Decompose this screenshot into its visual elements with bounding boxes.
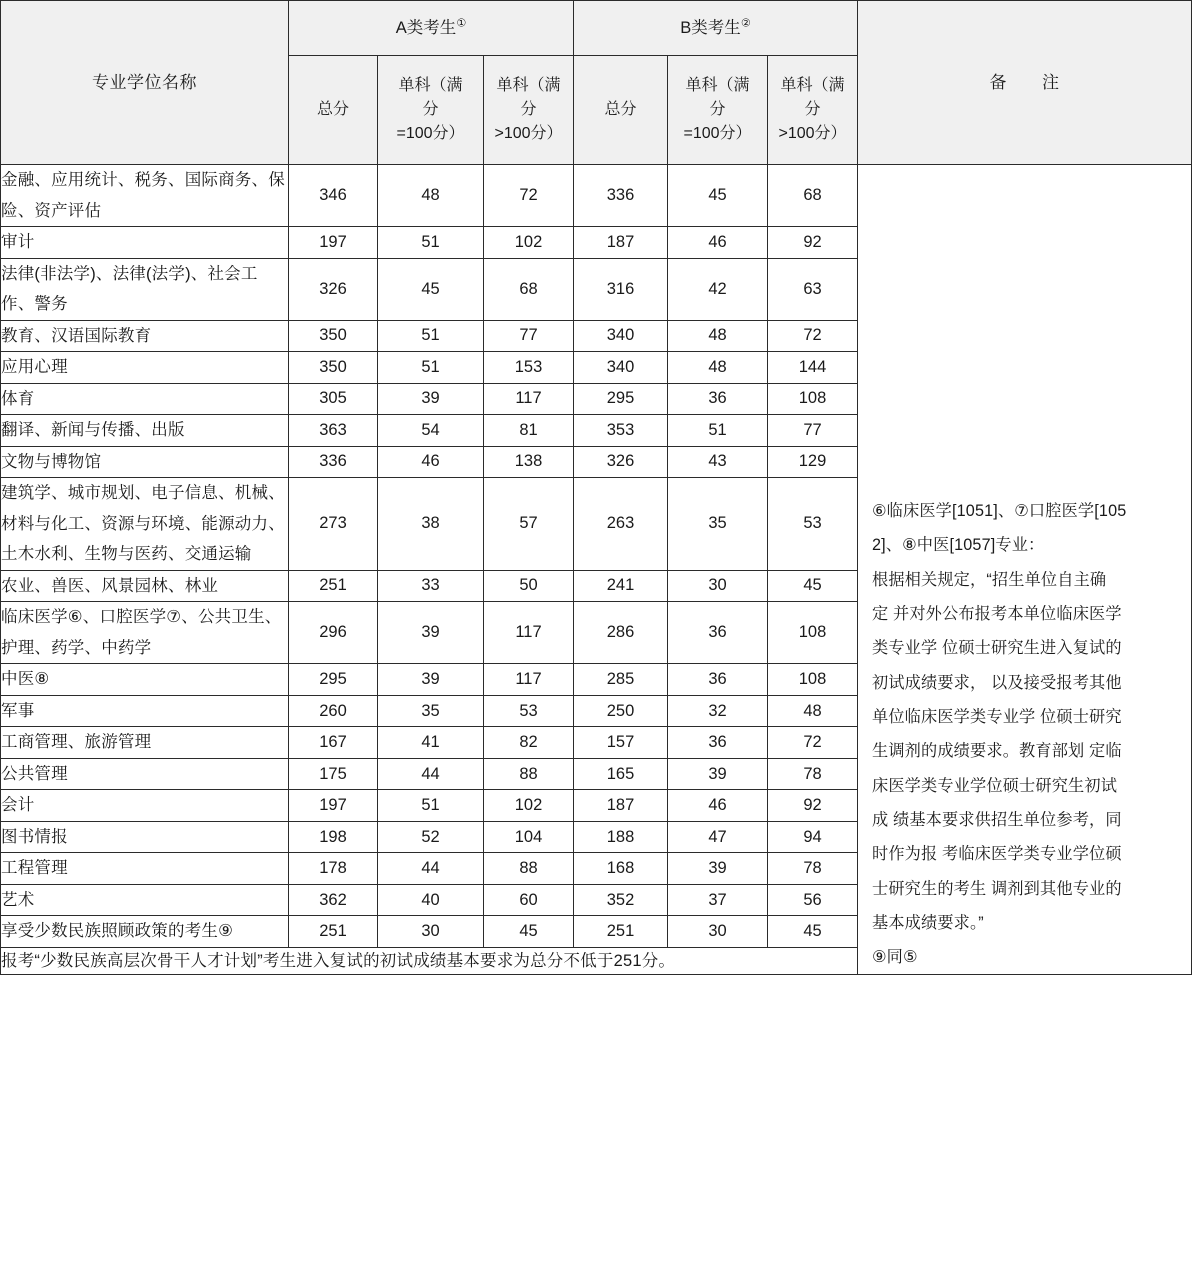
row-b-total: 336 [574, 165, 668, 227]
header-major-name-label: 专业学位名称 [92, 72, 197, 92]
row-a-single-gt: 60 [484, 884, 574, 916]
row-a-single-gt: 117 [484, 602, 574, 664]
header-group-b [574, 1, 858, 56]
header-b-total [574, 56, 668, 165]
header-group-b-label: B类考生 [680, 18, 741, 37]
row-a-total: 178 [289, 853, 378, 885]
row-b-total: 295 [574, 383, 668, 415]
header-remarks [858, 1, 1192, 165]
row-a-single-gt: 72 [484, 165, 574, 227]
header-b-single-gt-line2: 分 [804, 101, 821, 118]
row-a-single-gt: 117 [484, 383, 574, 415]
row-a-total: 305 [289, 383, 378, 415]
row-b-single-gt: 68 [768, 165, 858, 227]
row-b-total: 263 [574, 478, 668, 571]
row-a-single-gt: 57 [484, 478, 574, 571]
header-remarks-label: 备 注 [989, 72, 1060, 92]
header-b-single-eq [668, 56, 768, 165]
remarks-line: 生调剂的成绩要求。教育部划 定临 [872, 742, 1122, 761]
row-b-total: 326 [574, 446, 668, 478]
remarks-line: 时作为报 考临床医学类专业学位硕 [872, 845, 1122, 864]
footer-note: 报考“少数民族高层次骨干人才计划”考生进入复试的初试成绩基本要求为总分不低于251分。 [1, 947, 858, 974]
row-a-single-gt: 45 [484, 916, 574, 948]
row-a-total: 197 [289, 227, 378, 259]
row-a-total: 197 [289, 790, 378, 822]
row-degree-name: 法律(非法学)、法律(法学)、社会工作、警务 [1, 258, 289, 320]
header-a-single-gt-line3: >100分） [494, 125, 563, 142]
row-b-total: 285 [574, 664, 668, 696]
header-b-single-eq-line1: 单科（满 [685, 77, 750, 94]
row-a-single-eq: 44 [378, 853, 484, 885]
row-b-total: 157 [574, 727, 668, 759]
row-degree-name: 农业、兽医、风景园林、林业 [1, 570, 289, 602]
remarks-line: 2]、⑧中医[1057]专业： [872, 536, 1045, 555]
header-a-single-eq-line3: =100分） [396, 125, 465, 142]
row-b-total: 340 [574, 352, 668, 384]
header-b-single-eq-line3: =100分） [683, 125, 752, 142]
row-degree-name: 应用心理 [1, 352, 289, 384]
row-a-single-eq: 33 [378, 570, 484, 602]
row-a-total: 198 [289, 821, 378, 853]
row-degree-name: 金融、应用统计、税务、国际商务、保险、资产评估 [1, 165, 289, 227]
row-b-single-gt: 144 [768, 352, 858, 384]
row-b-single-eq: 45 [668, 165, 768, 227]
row-a-total: 363 [289, 415, 378, 447]
header-major-name [1, 1, 289, 165]
row-degree-name: 图书情报 [1, 821, 289, 853]
row-a-total: 362 [289, 884, 378, 916]
row-a-single-gt: 82 [484, 727, 574, 759]
row-b-total: 316 [574, 258, 668, 320]
row-a-total: 350 [289, 352, 378, 384]
header-a-single-gt-line1: 单科（满 [496, 77, 561, 94]
row-b-single-eq: 36 [668, 602, 768, 664]
row-b-single-gt: 92 [768, 790, 858, 822]
row-a-total: 350 [289, 320, 378, 352]
remarks-line: 类专业学 位硕士研究生进入复试的 [872, 639, 1122, 658]
row-b-single-eq: 39 [668, 758, 768, 790]
row-degree-name: 工程管理 [1, 853, 289, 885]
row-b-single-gt: 48 [768, 695, 858, 727]
header-a-single-gt-line2: 分 [520, 101, 537, 118]
row-b-single-eq: 36 [668, 664, 768, 696]
header-group-b-footnote-mark: ② [740, 17, 751, 30]
row-a-single-gt: 88 [484, 853, 574, 885]
row-degree-name: 文物与博物馆 [1, 446, 289, 478]
row-b-total: 241 [574, 570, 668, 602]
row-b-single-gt: 63 [768, 258, 858, 320]
row-b-total: 187 [574, 227, 668, 259]
row-b-single-eq: 42 [668, 258, 768, 320]
remarks-line: 定 并对外公布报考本单位临床医学 [872, 605, 1122, 623]
row-degree-name: 中医⑧ [1, 664, 289, 696]
row-b-single-eq: 46 [668, 790, 768, 822]
remarks-line: 单位临床医学类专业学 位硕士研究 [872, 708, 1122, 727]
row-b-single-eq: 30 [668, 570, 768, 602]
row-a-total: 251 [289, 916, 378, 948]
row-a-single-eq: 51 [378, 790, 484, 822]
row-degree-name: 临床医学⑥、口腔医学⑦、公共卫生、护理、药学、中药学 [1, 602, 289, 664]
row-a-single-gt: 138 [484, 446, 574, 478]
row-a-single-gt: 117 [484, 664, 574, 696]
row-b-single-eq: 43 [668, 446, 768, 478]
row-b-total: 352 [574, 884, 668, 916]
row-degree-name: 艺术 [1, 884, 289, 916]
header-group-a-footnote-mark: ① [456, 17, 467, 30]
row-degree-name: 公共管理 [1, 758, 289, 790]
header-b-single-eq-line2: 分 [709, 101, 726, 118]
row-b-single-gt: 78 [768, 853, 858, 885]
row-a-single-gt: 53 [484, 695, 574, 727]
row-degree-name: 教育、汉语国际教育 [1, 320, 289, 352]
row-a-single-eq: 51 [378, 320, 484, 352]
row-degree-name: 军事 [1, 695, 289, 727]
row-a-single-gt: 77 [484, 320, 574, 352]
row-b-single-eq: 48 [668, 320, 768, 352]
row-a-single-eq: 48 [378, 165, 484, 227]
row-b-total: 340 [574, 320, 668, 352]
row-a-total: 296 [289, 602, 378, 664]
header-a-total [289, 56, 378, 165]
row-degree-name: 会计 [1, 790, 289, 822]
row-b-total: 165 [574, 758, 668, 790]
row-b-single-gt: 53 [768, 478, 858, 571]
row-a-single-eq: 35 [378, 695, 484, 727]
header-a-single-eq-line2: 分 [422, 101, 439, 118]
row-b-single-eq: 36 [668, 383, 768, 415]
row-a-total: 336 [289, 446, 378, 478]
remarks-cell [858, 165, 1192, 975]
header-group-a [289, 1, 574, 56]
row-a-single-gt: 104 [484, 821, 574, 853]
row-b-single-gt: 129 [768, 446, 858, 478]
remarks-line: 床医学类专业学位硕士研究生初试 [872, 776, 1118, 795]
row-b-single-gt: 72 [768, 727, 858, 759]
header-a-total-label: 总分 [316, 101, 349, 118]
remarks-line: 士研究生的考生 调剂到其他专业的 [872, 879, 1122, 898]
row-a-total: 295 [289, 664, 378, 696]
row-b-total: 286 [574, 602, 668, 664]
row-degree-name: 享受少数民族照顾政策的考生⑨ [1, 916, 289, 948]
row-b-single-gt: 56 [768, 884, 858, 916]
row-a-single-gt: 102 [484, 790, 574, 822]
row-degree-name: 体育 [1, 383, 289, 415]
row-a-total: 273 [289, 478, 378, 571]
header-a-single-gt [484, 56, 574, 165]
row-degree-name: 翻译、新闻与传播、出版 [1, 415, 289, 447]
header-group-a-label: A类考生 [395, 18, 457, 37]
table-body [1, 165, 1192, 975]
table-row [1, 165, 1192, 227]
row-a-single-gt: 153 [484, 352, 574, 384]
row-a-single-eq: 51 [378, 352, 484, 384]
row-b-single-gt: 77 [768, 415, 858, 447]
row-a-single-eq: 41 [378, 727, 484, 759]
row-a-single-gt: 81 [484, 415, 574, 447]
row-a-single-eq: 30 [378, 916, 484, 948]
row-a-single-eq: 45 [378, 258, 484, 320]
header-b-single-gt-line1: 单科（满 [780, 77, 845, 94]
row-b-total: 188 [574, 821, 668, 853]
row-a-single-eq: 39 [378, 664, 484, 696]
header-row-groups [1, 1, 1192, 56]
remarks-line: ⑨同⑤ [872, 948, 918, 967]
header-b-single-gt [768, 56, 858, 165]
row-a-total: 326 [289, 258, 378, 320]
row-b-single-eq: 46 [668, 227, 768, 259]
row-b-single-eq: 37 [668, 884, 768, 916]
row-a-single-eq: 40 [378, 884, 484, 916]
row-a-single-eq: 52 [378, 821, 484, 853]
row-a-total: 251 [289, 570, 378, 602]
row-a-single-gt: 102 [484, 227, 574, 259]
row-degree-name: 审计 [1, 227, 289, 259]
row-a-single-gt: 50 [484, 570, 574, 602]
row-a-single-eq: 51 [378, 227, 484, 259]
remarks-line: 根据相关规定，“招生单位自主确 [872, 570, 1107, 589]
row-b-single-eq: 32 [668, 695, 768, 727]
row-b-single-gt: 92 [768, 227, 858, 259]
row-a-single-eq: 39 [378, 602, 484, 664]
row-a-single-eq: 54 [378, 415, 484, 447]
row-a-single-eq: 38 [378, 478, 484, 571]
remarks-line: 初试成绩要求， 以及接受报考其他 [872, 673, 1122, 692]
row-a-total: 167 [289, 727, 378, 759]
row-a-single-gt: 88 [484, 758, 574, 790]
row-b-single-gt: 108 [768, 383, 858, 415]
remarks-line: 成 绩基本要求供招生单位参考，同 [872, 811, 1122, 830]
row-b-single-gt: 94 [768, 821, 858, 853]
row-b-total: 250 [574, 695, 668, 727]
row-a-single-gt: 68 [484, 258, 574, 320]
row-b-total: 251 [574, 916, 668, 948]
remarks-line: ⑥临床医学[1051]、⑦口腔医学[105 [872, 501, 1127, 520]
row-a-single-eq: 46 [378, 446, 484, 478]
row-b-single-eq: 51 [668, 415, 768, 447]
header-b-single-gt-line3: >100分） [778, 125, 847, 142]
row-a-total: 260 [289, 695, 378, 727]
header-a-single-eq [378, 56, 484, 165]
remarks-line: 基本成绩要求。” [872, 914, 984, 933]
row-b-single-gt: 45 [768, 916, 858, 948]
row-b-single-gt: 72 [768, 320, 858, 352]
remarks-text [858, 494, 1191, 975]
table-head [1, 1, 1192, 165]
row-b-single-eq: 39 [668, 853, 768, 885]
row-a-single-eq: 39 [378, 383, 484, 415]
header-a-single-eq-line1: 单科（满 [398, 77, 463, 94]
row-a-total: 175 [289, 758, 378, 790]
row-b-single-gt: 108 [768, 602, 858, 664]
row-b-single-eq: 30 [668, 916, 768, 948]
row-b-total: 353 [574, 415, 668, 447]
row-b-single-eq: 36 [668, 727, 768, 759]
row-b-single-eq: 35 [668, 478, 768, 571]
row-b-single-eq: 48 [668, 352, 768, 384]
row-b-single-gt: 108 [768, 664, 858, 696]
row-a-total: 346 [289, 165, 378, 227]
row-degree-name: 建筑学、城市规划、电子信息、机械、材料与化工、资源与环境、能源动力、土木水利、生物与医药、交通运输 [1, 478, 289, 571]
row-b-total: 168 [574, 853, 668, 885]
row-b-single-gt: 78 [768, 758, 858, 790]
row-a-single-eq: 44 [378, 758, 484, 790]
row-b-single-gt: 45 [768, 570, 858, 602]
row-b-total: 187 [574, 790, 668, 822]
row-b-single-eq: 47 [668, 821, 768, 853]
row-degree-name: 工商管理、旅游管理 [1, 727, 289, 759]
header-b-total-label: 总分 [604, 101, 637, 118]
